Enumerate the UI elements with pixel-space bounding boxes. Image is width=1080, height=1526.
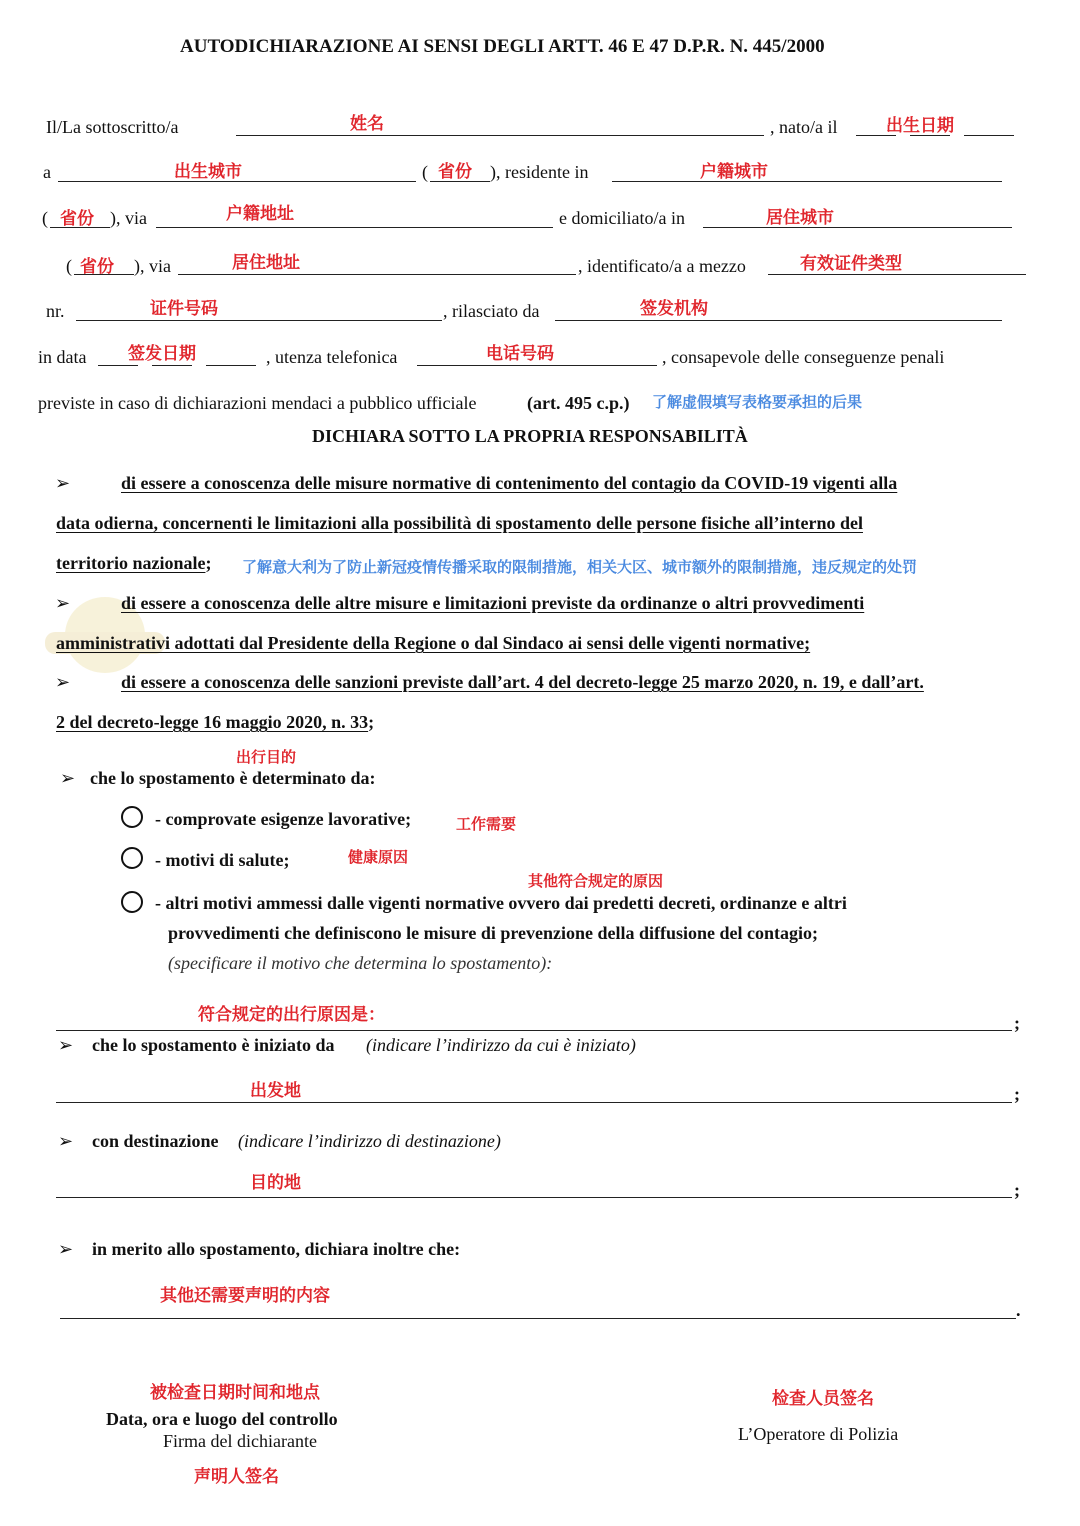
label-via-2: ), via — [134, 256, 171, 276]
bullet-arrow-icon: ➢ — [55, 672, 71, 693]
annotation-declarant-sign: 声明人签名 — [194, 1467, 279, 1487]
statement-1-line-3: territorio nazionale — [56, 553, 206, 573]
annotation-birth-date: 出生日期 — [886, 116, 954, 136]
annotation-residence-address: 户籍地址 — [226, 204, 294, 224]
paren-open-2: ( — [42, 208, 48, 228]
destination-label: con destinazione — [92, 1131, 219, 1151]
label-nato: , nato/a il — [770, 117, 838, 137]
annotation-destination: 目的地 — [250, 1173, 301, 1193]
annotation-other: 其他符合规定的原因 — [528, 872, 664, 890]
statement-2-line-2: amministrativi adottati dal Presidente della Regione o dal Sindaco ai sensi delle vigenti normative; — [56, 633, 811, 653]
domicile-city-field[interactable] — [703, 227, 1012, 228]
label-identificato: , identificato/a a mezzo — [578, 256, 746, 276]
firma-label: Firma del dichiarante — [163, 1431, 317, 1451]
reason-field[interactable] — [56, 1030, 1012, 1031]
bullet-arrow-icon: ➢ — [60, 768, 76, 789]
destination-semicolon: ; — [1014, 1180, 1020, 1200]
radio-other[interactable] — [121, 891, 143, 913]
annotation-health: 健康原因 — [348, 848, 409, 866]
label-previste: previste in caso di dichiarazioni mendaci a pubblico ufficiale — [38, 393, 477, 413]
statement-3-line-1: di essere a conoscenza delle sanzioni previste dall’art. 4 del decreto-legge 25 marzo 2020, n. 19, e dall’art. — [121, 672, 924, 692]
annotation-work: 工作需要 — [456, 815, 517, 833]
spostamento-label: che lo spostamento è determinato da: — [90, 768, 376, 788]
statement-1-line-3-wrap — [56, 553, 211, 574]
annotation-reason-is: 符合规定的出行原因是： — [198, 1005, 385, 1025]
annotation-province-1: 省份 — [438, 162, 472, 182]
domicile-address-field[interactable] — [178, 274, 576, 275]
annotation-other-statement: 其他还需要声明的内容 — [160, 1286, 330, 1306]
label-nr: nr. — [46, 301, 65, 321]
origin-field[interactable] — [56, 1102, 1012, 1103]
annotation-domicile-address: 居住地址 — [232, 253, 300, 273]
bullet-arrow-icon: ➢ — [55, 593, 71, 614]
annotation-check-info: 被检查日期时间和地点 — [150, 1383, 320, 1403]
bullet-arrow-icon: ➢ — [58, 1035, 74, 1056]
statement-3-end: ; — [368, 712, 375, 732]
option-other-line-1: - altri motivi ammessi dalle vigenti normative ovvero dai predetti decreti, ordinanze e altri — [155, 893, 847, 913]
issuer-field[interactable] — [555, 320, 1002, 321]
destination-field[interactable] — [56, 1197, 1012, 1198]
label-residente: ), residente in — [490, 162, 589, 182]
id-type-field[interactable] — [768, 274, 1026, 275]
origin-label: che lo spostamento è iniziato da — [92, 1035, 335, 1055]
origin-hint: (indicare l’indirizzo da cui è iniziato) — [366, 1035, 636, 1055]
other-statement-period: . — [1016, 1300, 1021, 1320]
statement-1-line-1: di essere a conoscenza delle misure normative di contenimento del contagio da COVID-19 vigenti alla — [121, 473, 898, 493]
label-utenza: , utenza telefonica — [266, 347, 398, 367]
label-rilasciato: , rilasciato da — [443, 301, 540, 321]
annotation-name: 姓名 — [350, 114, 384, 134]
option-work-label: - comprovate esigenze lavorative; — [155, 809, 412, 829]
annotation-consequences: 了解虚假填写表格要承担的后果 — [652, 393, 863, 411]
paren-open-3: ( — [66, 256, 72, 276]
issue-month-field[interactable] — [152, 365, 192, 366]
statement-1-end: ; — [205, 553, 212, 573]
residence-address-field[interactable] — [156, 227, 553, 228]
issue-year-field[interactable] — [206, 365, 256, 366]
dichiara-heading: DICHIARA SOTTO LA PROPRIA RESPONSABILITÀ — [312, 426, 748, 446]
statement-3-line-2: 2 del decreto-legge 16 maggio 2020, n. 33 — [56, 712, 369, 732]
label-domiciliato: e domiciliato/a in — [559, 208, 685, 228]
issue-day-field[interactable] — [98, 365, 138, 366]
option-other-line-3: (specificare il motivo che determina lo spostamento): — [168, 953, 553, 973]
annotation-officer-sign: 检查人员签名 — [772, 1389, 874, 1409]
annotation-purpose: 出行目的 — [236, 748, 297, 766]
annotation-departure: 出发地 — [250, 1081, 301, 1101]
paren-open: ( — [422, 162, 428, 182]
annotation-issuer: 签发机构 — [640, 299, 708, 319]
label-art495: (art. 495 c.p.) — [527, 393, 630, 413]
label-a: a — [43, 162, 51, 182]
radio-work[interactable] — [121, 806, 143, 828]
annotation-province-2: 省份 — [60, 209, 94, 229]
reason-semicolon: ; — [1014, 1013, 1020, 1033]
radio-health[interactable] — [121, 847, 143, 869]
annotation-residence-city: 户籍城市 — [700, 162, 768, 182]
label-sottoscritto: Il/La sottoscritto/a — [46, 117, 179, 137]
annotation-covid-rules: 了解意大利为了防止新冠疫情传播采取的限制措施，相关大区、城市额外的限制措施，违反规定的处罚 — [242, 558, 918, 576]
annotation-phone: 电话号码 — [486, 344, 554, 364]
annotation-id-type: 有效证件类型 — [800, 254, 902, 274]
id-number-field[interactable] — [76, 320, 442, 321]
label-in-data: in data — [38, 347, 87, 367]
operatore-label: L’Operatore di Polizia — [738, 1424, 899, 1444]
inoltre-label: in merito allo spostamento, dichiara inoltre che: — [92, 1239, 461, 1259]
origin-semicolon: ; — [1014, 1084, 1020, 1104]
name-field[interactable] — [236, 135, 764, 136]
annotation-domicile-city: 居住城市 — [766, 208, 834, 228]
label-consapevole: , consapevole delle conseguenze penali — [662, 347, 945, 367]
annotation-province-3: 省份 — [80, 257, 114, 277]
other-statement-field[interactable] — [60, 1318, 1016, 1319]
statement-1-line-2: data odierna, concernenti le limitazioni alla possibilità di spostamento delle persone fisiche all’interno del — [56, 513, 863, 533]
page-title: AUTODICHIARAZIONE AI SENSI DEGLI ARTT. 46 E 47 D.P.R. N. 445/2000 — [180, 36, 825, 57]
label-via-1: ), via — [110, 208, 147, 228]
annotation-birth-city: 出生城市 — [174, 162, 242, 182]
destination-hint: (indicare l’indirizzo di destinazione) — [238, 1131, 501, 1151]
annotation-issue-date: 签发日期 — [128, 344, 196, 364]
statement-3-line-2-wrap — [56, 712, 374, 733]
bullet-arrow-icon: ➢ — [55, 473, 71, 494]
residence-city-field[interactable] — [612, 181, 1002, 182]
phone-field[interactable] — [417, 365, 657, 366]
birth-year-field[interactable] — [964, 135, 1014, 136]
annotation-id-number: 证件号码 — [150, 299, 218, 319]
data-ora-label: Data, ora e luogo del controllo — [106, 1409, 338, 1429]
option-health-label: - motivi di salute; — [155, 850, 290, 870]
option-other-line-2: provvedimenti che definiscono le misure di prevenzione della diffusione del contagio; — [168, 923, 818, 943]
statement-2-line-1: di essere a conoscenza delle altre misure e limitazioni previste da ordinanze o altri provvedimenti — [121, 593, 865, 613]
bullet-arrow-icon: ➢ — [58, 1239, 74, 1260]
bullet-arrow-icon: ➢ — [58, 1131, 74, 1152]
